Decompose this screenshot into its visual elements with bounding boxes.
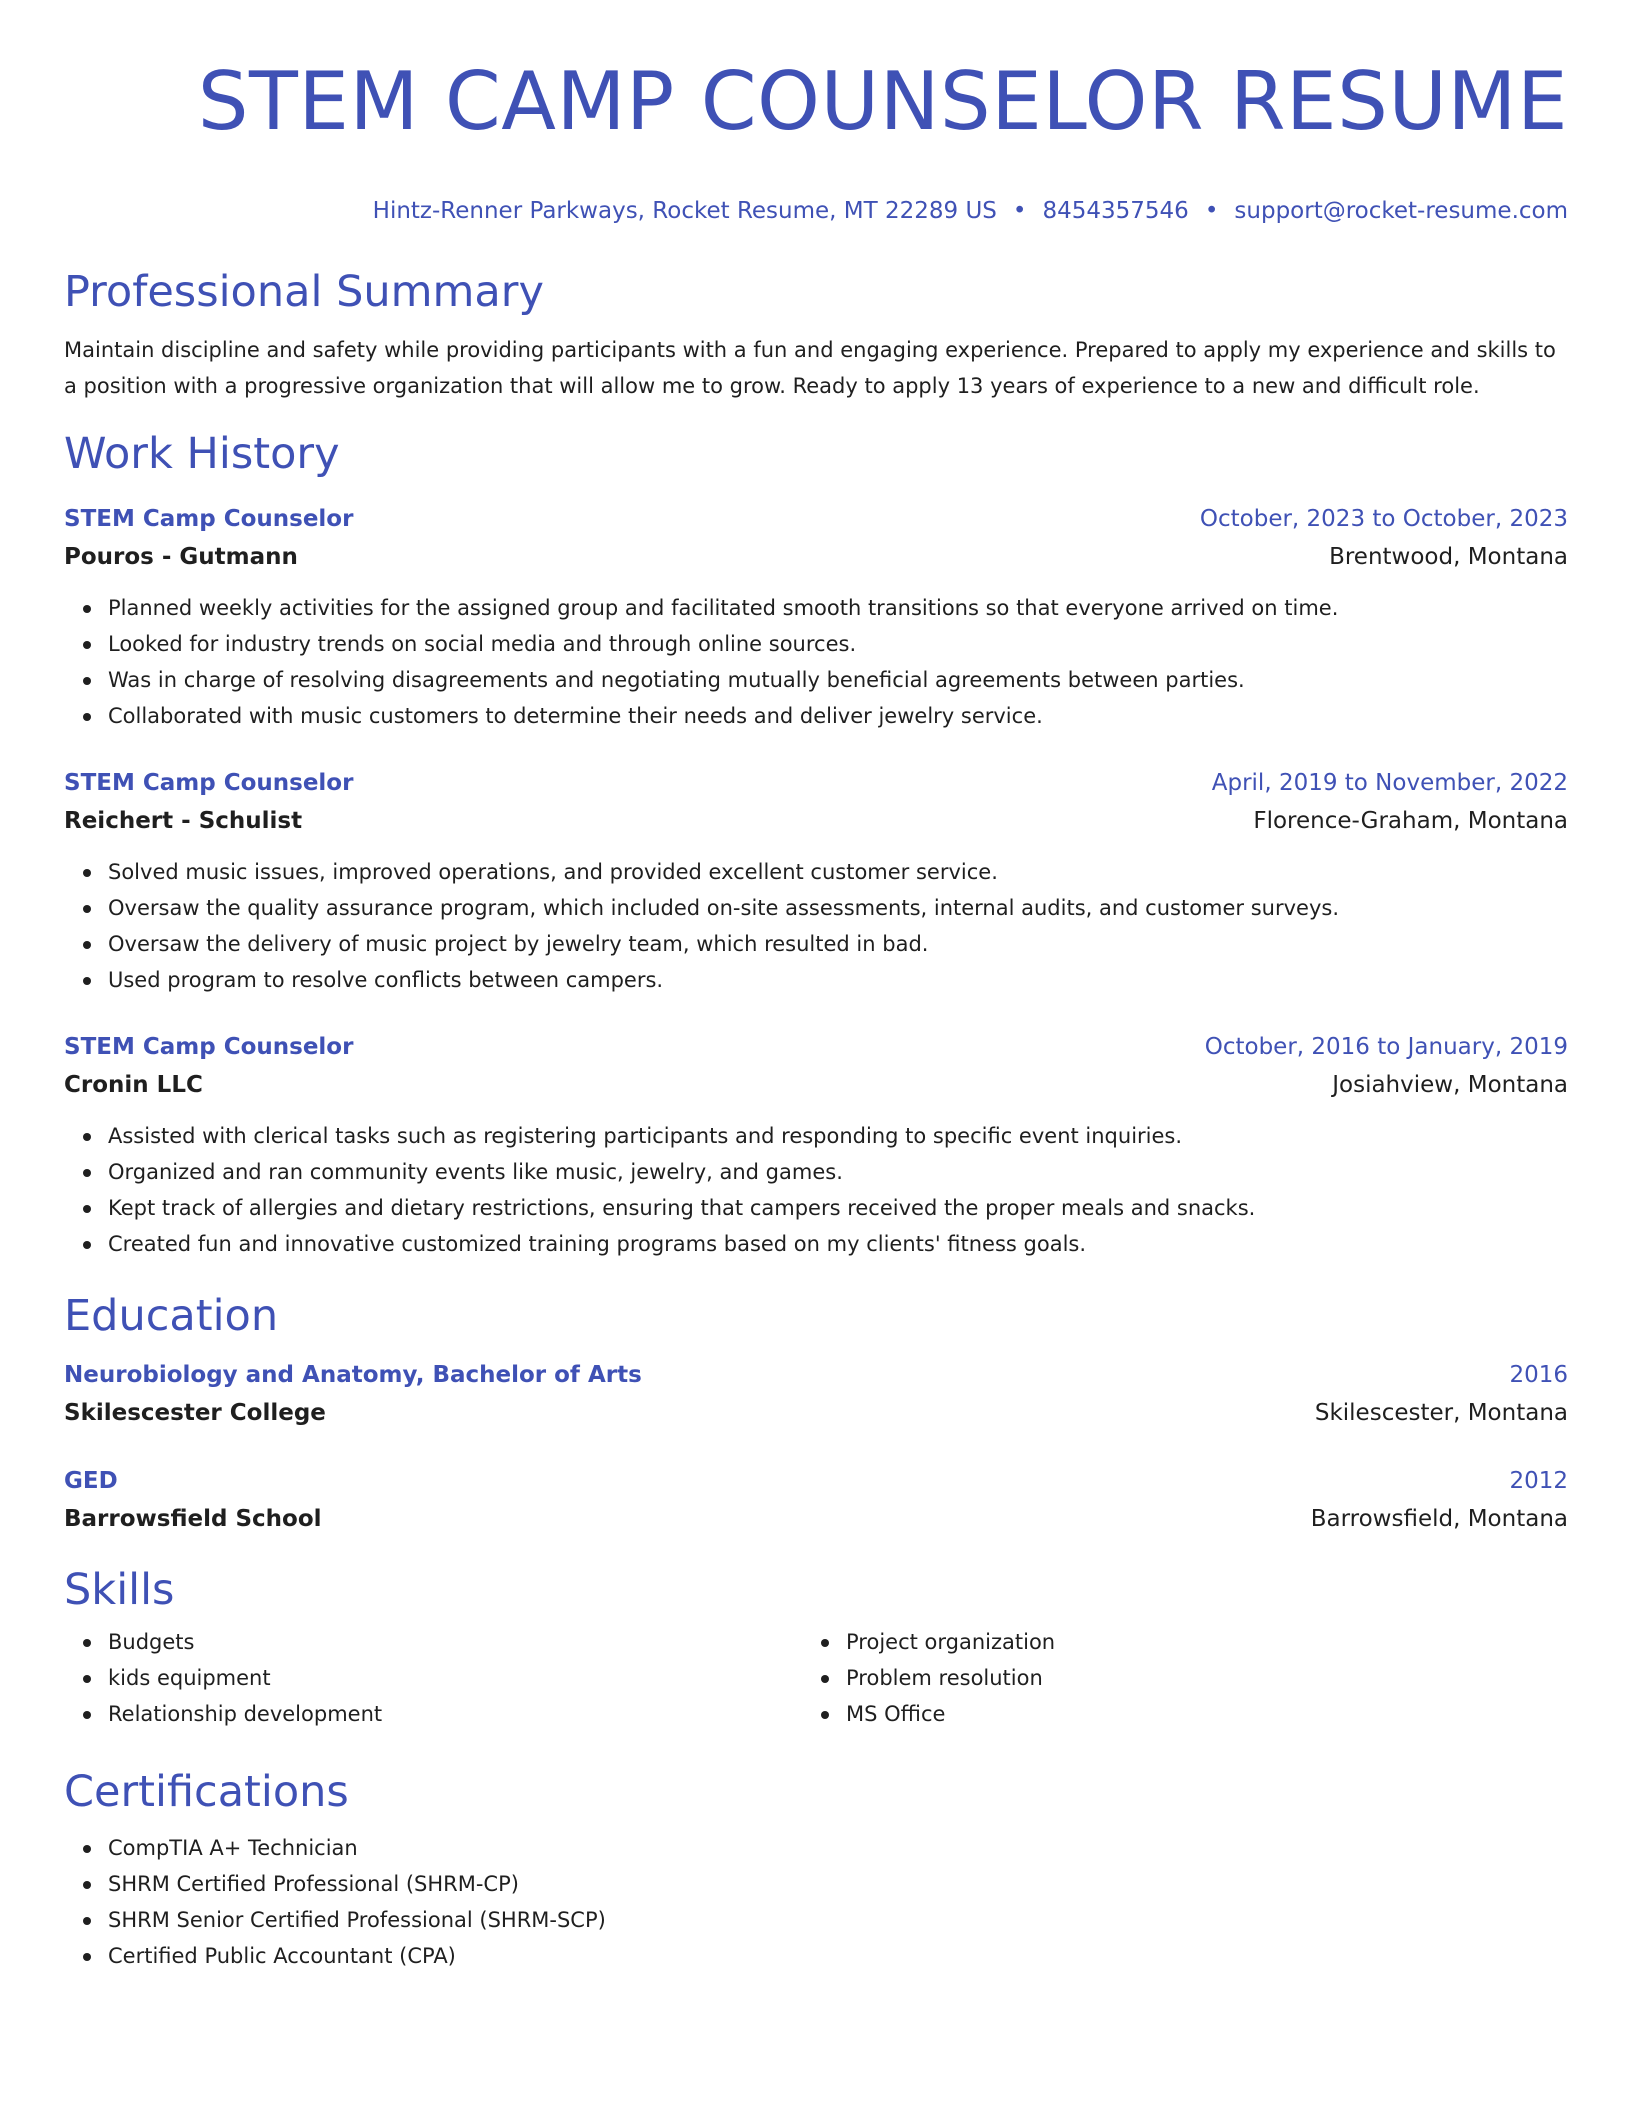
contact-line — [64, 196, 1568, 226]
certification-item: CompTIA A+ Technician — [108, 1830, 1568, 1866]
skill-item: kids equipment — [108, 1660, 802, 1696]
job-bullet: Oversaw the quality assurance program, which included on-site assessments, internal audits, and customer surveys. — [108, 890, 1568, 926]
skill-item: Problem resolution — [846, 1660, 1540, 1696]
job-dates: October, 2023 to October, 2023 — [1199, 506, 1568, 532]
job-bullet: Used program to resolve conflicts between campers. — [108, 962, 1568, 998]
education-entry — [64, 1356, 1568, 1432]
skills-heading: Skills — [64, 1565, 175, 1615]
education-school: Barrowsfield School — [64, 1506, 322, 1532]
job-entry — [64, 500, 1568, 734]
job-role: STEM Camp Counselor — [64, 506, 354, 532]
skills-list — [802, 1624, 1540, 1732]
job-role: STEM Camp Counselor — [64, 1034, 354, 1060]
skill-item: Project organization — [846, 1624, 1540, 1660]
skills-grid — [64, 1624, 1568, 1732]
education-year: 2012 — [1509, 1468, 1568, 1494]
skill-item: Budgets — [108, 1624, 802, 1660]
contact-phone: 8454357546 — [1042, 198, 1189, 224]
education-degree: GED — [64, 1468, 118, 1494]
job-entry — [64, 764, 1568, 998]
job-entry — [64, 1028, 1568, 1262]
resume-header — [64, 0, 1568, 226]
summary-text: Maintain discipline and safety while providing participants with a fun and engaging experience. Prepared to apply my experience and skills to a position with a progressive organization that will allow me to grow. Ready to apply 13 years of experience to a new and difficult role. — [64, 338, 1556, 398]
certification-item: SHRM Senior Certified Professional (SHRM-SCP) — [108, 1902, 1568, 1938]
job-bullet: Was in charge of resolving disagreements and negotiating mutually beneficial agreements between parties. — [108, 662, 1568, 698]
resume-title: STEM CAMP COUNSELOR RESUME — [197, 55, 1568, 148]
job-bullet: Oversaw the delivery of music project by jewelry team, which resulted in bad. — [108, 926, 1568, 962]
job-bullet: Assisted with clerical tasks such as registering participants and responding to specific event inquiries. — [108, 1118, 1568, 1154]
job-bullet: Created fun and innovative customized training programs based on my clients' fitness goals. — [108, 1226, 1568, 1262]
job-location: Brentwood, Montana — [1329, 544, 1568, 570]
job-bullets — [64, 1118, 1568, 1262]
certification-item: SHRM Certified Professional (SHRM-CP) — [108, 1866, 1568, 1902]
contact-separator: • — [1204, 198, 1219, 224]
certifications-list — [64, 1830, 1568, 1974]
contact-address: Hintz-Renner Parkways, Rocket Resume, MT 22289 US — [372, 198, 997, 224]
education-location: Skilescester, Montana — [1314, 1400, 1568, 1426]
job-location: Florence-Graham, Montana — [1253, 808, 1568, 834]
work-history-heading: Work History — [64, 429, 340, 479]
job-bullet: Kept track of allergies and dietary restrictions, ensuring that campers received the proper meals and snacks. — [108, 1190, 1568, 1226]
job-bullets — [64, 854, 1568, 998]
job-bullet: Collaborated with music customers to determine their needs and deliver jewelry service. — [108, 698, 1568, 734]
certifications-heading: Certifications — [64, 1767, 349, 1817]
job-location: Josiahview, Montana — [1332, 1072, 1568, 1098]
education-heading: Education — [64, 1291, 279, 1341]
summary-heading: Professional Summary — [64, 267, 544, 317]
education-year: 2016 — [1509, 1362, 1568, 1388]
job-bullet: Solved music issues, improved operations, and provided excellent customer service. — [108, 854, 1568, 890]
job-bullet: Planned weekly activities for the assigned group and facilitated smooth transitions so that everyone arrived on time. — [108, 590, 1568, 626]
job-role: STEM Camp Counselor — [64, 770, 354, 796]
education-entry — [64, 1462, 1568, 1538]
job-company: Cronin LLC — [64, 1072, 203, 1098]
education-school: Skilescester College — [64, 1400, 326, 1426]
job-bullets — [64, 590, 1568, 734]
education-degree: Neurobiology and Anatomy, Bachelor of Arts — [64, 1362, 642, 1388]
skills-column-left — [64, 1624, 802, 1732]
job-company: Reichert - Schulist — [64, 808, 303, 834]
contact-email: support@rocket-resume.com — [1234, 198, 1568, 224]
skills-column-right — [802, 1624, 1540, 1732]
job-bullet: Organized and ran community events like music, jewelry, and games. — [108, 1154, 1568, 1190]
contact-separator: • — [1012, 198, 1027, 224]
job-company: Pouros - Gutmann — [64, 544, 298, 570]
skill-item: Relationship development — [108, 1696, 802, 1732]
job-dates: October, 2016 to January, 2019 — [1204, 1034, 1568, 1060]
job-dates: April, 2019 to November, 2022 — [1211, 770, 1568, 796]
certification-item: Certified Public Accountant (CPA) — [108, 1938, 1568, 1974]
skills-list — [64, 1624, 802, 1732]
job-bullet: Looked for industry trends on social media and through online sources. — [108, 626, 1568, 662]
education-location: Barrowsfield, Montana — [1310, 1506, 1568, 1532]
skill-item: MS Office — [846, 1696, 1540, 1732]
